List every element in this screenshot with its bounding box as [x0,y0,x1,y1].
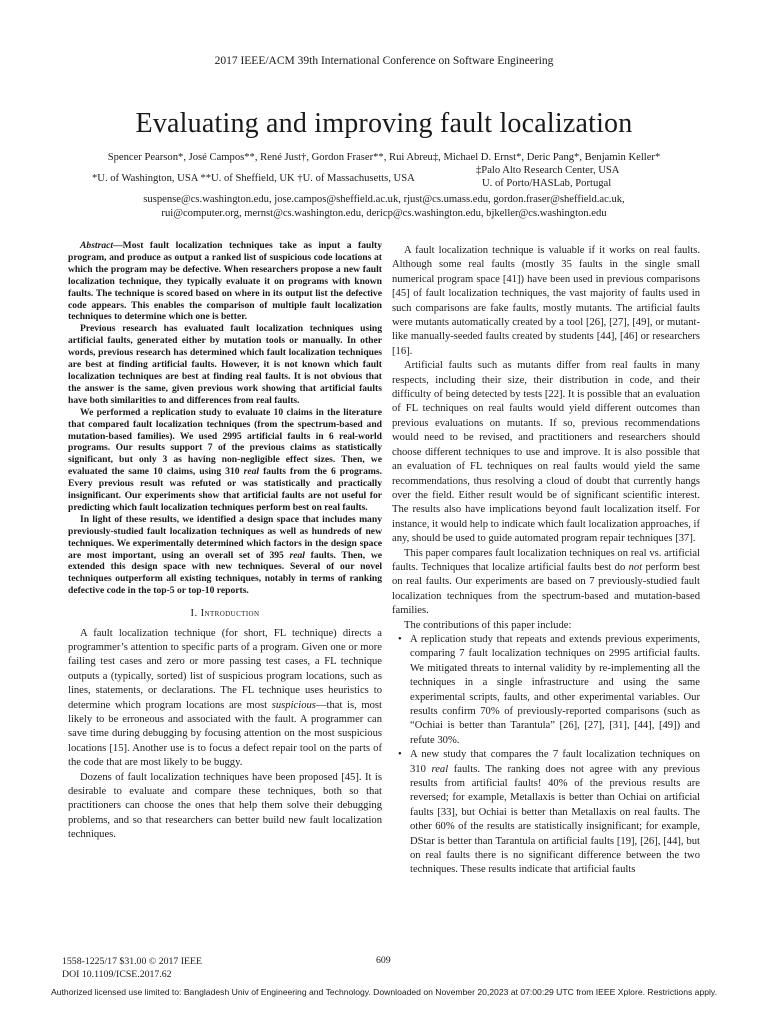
affiliation-right-line-2: U. of Porto/HASLab, Portugal [482,178,612,189]
affiliation-left: *U. of Washington, USA **U. of Sheffield, UK †U. of Massachusetts, USA [92,173,415,184]
affiliation-right-line-1: ‡Palo Alto Research Center, USA [476,165,620,176]
copyright-footer [62,955,202,981]
right-column [392,244,700,878]
abstract-paragraph-3: We performed a replication study to evaluate 10 claims in the literature that compared fault localization techniques (from the spectrum-based and mutation-based families). We used 2995 artificial faults in 6 real-world programs. Our results support 7 of the previous claims as statistically significant, but only 3 as having non-negligible effect sizes. Then, we evaluated the same 10 claims, using 310 real faults from the 6 programs. Every previous result was refuted or was statistically and practically insignificant. Our experiments show that artificial faults are not useful for predicting which fault localization techniques perform best on real faults. [68,406,382,513]
abstract-paragraph-2: Previous research has evaluated fault localization techniques using artificial faults, generated either by mutation tools or manually. In other words, previous research has determined which fault localization techniques are best at finding artificial faults. However, it is not known which fault localization techniques are best at finding real faults. It is not obvious that the answer is the same, given previous work showing that artificial faults have both similarities to and differences from real faults. [68,323,382,406]
left-column [68,240,382,843]
emails-line-2: rui@computer.org, mernst@cs.washington.edu, dericp@cs.washington.edu, bjkeller@cs.washington.edu [161,208,607,219]
conference-name: 2017 IEEE/ACM 39th International Conference on Software Engineering [214,55,554,67]
author-emails [0,193,768,221]
doi-line: DOI 10.1109/ICSE.2017.62 [62,969,172,980]
abstract [68,240,382,597]
right-paragraph-3: This paper compares fault localization techniques on real vs. artificial faults. Techniques that localize artificial faults best do not perform best on real faults. Our experiments are based on 7 previously-studied fault localization techniques from the spectrum-based and mutation-based families. [392,547,700,617]
issn-line: 1558-1225/17 $31.00 © 2017 IEEE [62,956,202,967]
list-item: • A new study that compares the 7 fault localization techniques on 310 real faults. The ranking does not agree with any previous results from artificial faults! 40% of the previous results are reversed; for example, Metallaxis is better than Ochiai on artificial faults [33], but Ochiai is better than Metallaxis on real faults. The other 60% of the results are statistically insignificant; for example, DStar is better than Tarantula on artificial faults [19], [26], [44], but on real faults there is no significant difference between the two techniques. These results indicate that artificial faults [398,749,700,876]
abstract-paragraph-1: Abstract—Most fault localization techniques take as input a faulty program, and produce as output a ranked list of suspicious code locations at which the program may be defective. When researchers propose a new fault localization technique, they typically evaluate it on programs with known faults. The technique is scored based on where in its output list the defective code appears. This enables the comparison of multiple fault localization techniques to determine which one is better. [68,240,382,323]
intro-paragraph-1: A fault localization technique (for short, FL technique) directs a programmer’s attention to specific parts of a program. Given one or more failing test cases and zero or more passing test cases, a FL technique outputs a (typically, sorted) list of suspicious program locations, such as lines, statements, or declarations. The FL technique uses heuristics to determine which program locations are most suspicious—that is, most likely to be erroneous and associated with the fault. A programmer can save time during debugging by focusing attention on the most suspicious locations [15]. Another use is to focus a defect repair tool on the parts of the code that are most likely to be buggy. [68,627,382,769]
right-paragraph-2: Artificial faults such as mutants differ from real faults in many respects, including their size, their distribution in code, and their difficulty of being detected by tests [22]. It is possible that an evaluation of FL techniques on real faults would yield different outcomes than previous evaluations on mutants. If so, previous recommendations would need to be revised, and practitioners and researchers should choose different techniques to use and improve. It is also possible that an evaluation of FL techniques on real faults would yield the same recommendations, thus resolving a cloud of doubt that currently hangs over the field. Either result would be of significant scientific interest. The results also have implications beyond fault localization itself. For instance, it would help to indicate which fault localization approaches, if any, should be used to guide automated program repair techniques [37]. [392,360,700,545]
intro-paragraph-2: Dozens of fault localization techniques have been proposed [45]. It is desirable to evaluate and compare these techniques, both so that practitioners can choose the ones that help them solve their debugging problems, and so that researchers can better build new fault localization techniques. [68,771,382,841]
right-paragraph-4: The contributions of this paper include: [404,619,572,631]
list-item: • A replication study that repeats and extends previous experiments, comparing 7 fault localization techniques on 2995 artificial faults. We mitigated threats to internal validity by re-implementing all the techniques in a single infrastructure and using the same experimental scripts, faults, and other experimental variables. Our results confirm 70% of previously-reported comparisons (such as “Ochiai is better than Tarantula” [26], [27], [31], [44], [49]) and refute 30%. [398,633,700,746]
emails-line-1: suspense@cs.washington.edu, jose.campos@sheffield.ac.uk, rjust@cs.umass.edu, gordon.fraser@sheffield.ac.uk, [143,194,625,205]
paper-title: Evaluating and improving fault localization [135,108,633,139]
contributions-list [392,633,700,878]
section-heading-introduction: I. Introduction [190,608,260,620]
bullet-icon: • [398,749,402,761]
license-notice: Authorized licensed use limited to: Bangladesh Univ of Engineering and Technology. Downloaded on November 20,2023 at 07:00:29 UTC from IEEE Xplore. Restrictions apply. [51,987,717,997]
abstract-paragraph-4: In light of these results, we identified a design space that includes many previously-studied fault localization techniques as well as hundreds of new techniques. We experimentally determined which factors in the design space are most important, using an overall set of 395 real faults. Then, we extended this design space with new techniques. Several of our novel techniques outperform all existing techniques, notably in terms of ranking defective code in the top-5 or top-10 reports. [68,513,383,597]
abstract-label: Abstract [80,240,114,251]
bullet-icon: • [398,633,402,645]
author-list: Spencer Pearson*, José Campos**, René Just†, Gordon Fraser**, Rui Abreu‡, Michael D. Ernst*, Deric Pang*, Benjamin Keller* [107,152,661,163]
affiliation-right [476,164,619,190]
introduction-body [68,627,382,843]
page-number: 609 [376,955,391,966]
right-paragraph-1: A fault localization technique is valuable if it works on real faults. Although some real faults (mostly 35 faults in the single small numerical program space [41]) have been used in previous comparisons [45] of fault localization techniques, the vast majority of faults used in such comparisons are fake faults, mostly mutants. The artificial faults were mutants automatically created by a tool [26], [27], [49], or mutant-like manually-seeded faults created by students [44], [46] or researchers [16]. [392,245,700,357]
